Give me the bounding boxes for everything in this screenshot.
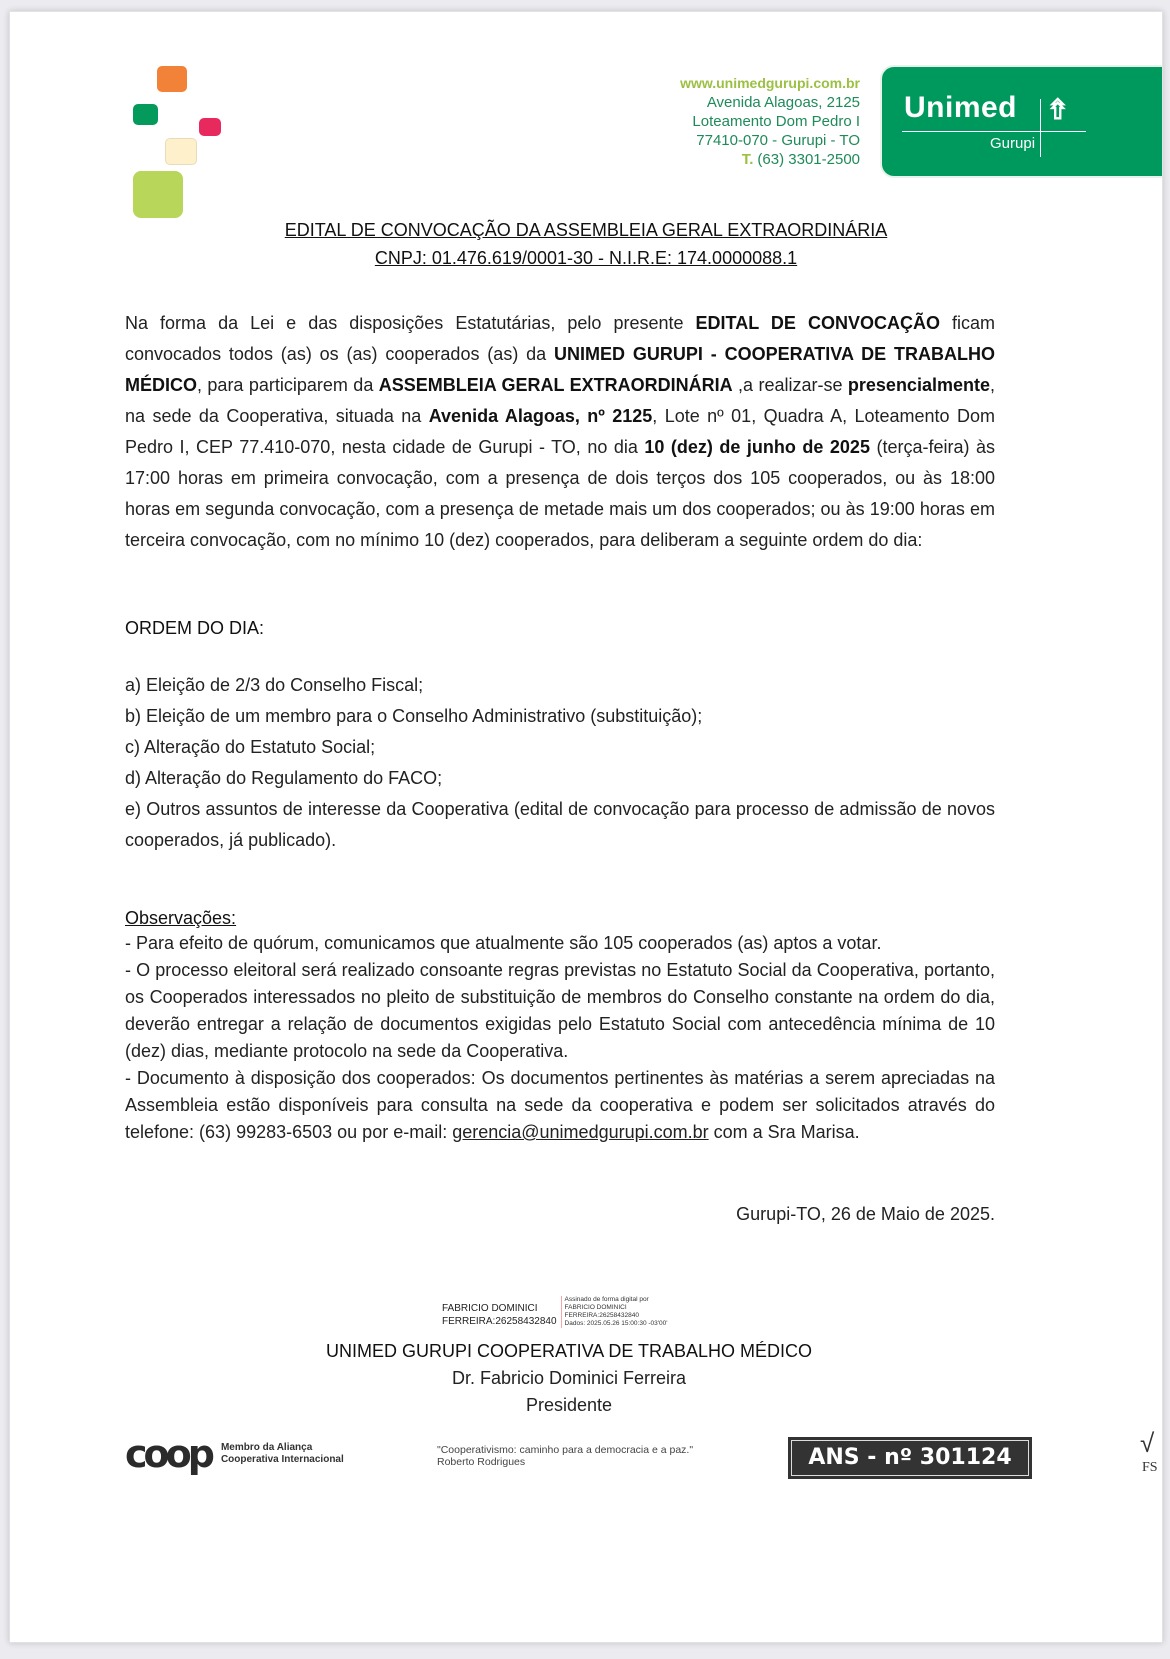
fsc-icon: √	[1140, 1428, 1155, 1458]
date-line: Gurupi-TO, 26 de Maio de 2025.	[736, 1204, 995, 1224]
signature-detail-line: FERREIRA:26258432840	[564, 1312, 639, 1319]
signatory-role: Presidente	[525, 1395, 613, 1415]
signature-name-line: FERREIRA:26258432840	[442, 1316, 557, 1327]
ans-number: ANS - nº 301124	[791, 1440, 1029, 1476]
signature-name	[442, 1296, 557, 1328]
text-run: , na sede da Cooperativa, situada na	[125, 375, 995, 426]
text-run: (terça-feira) às 17:00 horas em primeira convocação, com a presença de dois terços dos 105 cooperados, ou às 18:00 horas em segunda convocação, com a presença de metade mais um dos cooperados; ou às 19:00 horas em terceira convocação, com no mínimo 10 (dez) cooperados, para deliberam a seguinte ordem do dia:	[125, 437, 995, 550]
cnpj-line: CNPJ: 01.476.619/0001-30 - N.I.R.E: 174.0000088.1	[374, 248, 798, 268]
logo-subtitle: Gurupi	[990, 135, 1036, 152]
decorative-square-cream	[165, 138, 197, 165]
text-run: ficam convocados todos (as) os (as) cooperados (as) da	[125, 313, 995, 364]
observations-heading: Observações:	[125, 908, 237, 928]
coop-text-line: Membro da Aliança	[220, 1442, 313, 1453]
decorative-square-green	[133, 104, 158, 125]
phone-icon: T.	[741, 151, 754, 168]
bold-run: Avenida Alagoas, nº 2125	[428, 406, 653, 426]
quote-author: Roberto Rodrigues	[437, 1456, 526, 1468]
text-run: com a Sra Marisa.	[708, 1122, 860, 1142]
signature-detail-line: Dados: 2025.05.26 15:00:30 -03'00'	[564, 1320, 668, 1327]
coop-text-line: Cooperativa Internacional	[220, 1454, 344, 1465]
text-run: , Lote nº 01, Quadra A, Loteamento Dom Pedro I, CEP 77.410-070, nesta cidade de Gurupi - TO, no dia	[125, 406, 995, 457]
decorative-square-orange	[157, 66, 187, 92]
signatory-name: Dr. Fabricio Dominici Ferreira	[451, 1368, 687, 1388]
signatory-block	[10, 1338, 1128, 1419]
text-run: ,a realizar-se	[732, 375, 848, 395]
bold-run: ASSEMBLEIA GERAL EXTRAORDINÁRIA	[378, 375, 733, 395]
logo-rule-horizontal	[902, 131, 1086, 132]
logo-brand: Unimed	[904, 91, 1018, 124]
agenda-heading: ORDEM DO DIA:	[125, 618, 265, 638]
header-contact	[680, 74, 860, 169]
observation-item	[125, 1065, 995, 1146]
coop-logo	[125, 1432, 344, 1476]
agenda-item: a) Eleição de 2/3 do Conselho Fiscal;	[125, 675, 424, 695]
digital-signature	[442, 1296, 667, 1328]
observation-item: - O processo eleitoral será realizado consoante regras previstas no Estatuto Social da Cooperativa, portanto, os Cooperados interessados no pleito de substituição de membros do Conselho constante na ordem do dia, deverão entregar a relação de documentos exigidas pelo Estatuto Social com antecedência mínima de 10 (dez) dias, mediante protocolo na sede da Cooperativa.	[125, 960, 995, 1061]
agenda-list	[125, 670, 995, 856]
text-run: - Documento à disposição dos cooperados: Os documentos pertinentes às matérias a serem apreciadas na Assembleia estão disponíveis para consulta na sede da cooperativa e podem ser solicitados através do telefone: (63) 99283-6503 ou por e-mail:	[125, 1068, 995, 1142]
observation-item: - Para efeito de quórum, comunicamos que atualmente são 105 cooperados (as) aptos a votar.	[125, 933, 882, 953]
agenda-item: b) Eleição de um membro para o Conselho Administrativo (substituição);	[125, 706, 703, 726]
coop-icon: coop	[125, 1432, 211, 1476]
address-line: 77410-070 - Gurupi - TO	[696, 132, 860, 149]
email-link[interactable]: gerencia@unimedgurupi.com.br	[452, 1122, 709, 1142]
phone-number: (63) 3301-2500	[757, 151, 860, 168]
address-line: Loteamento Dom Pedro I	[692, 113, 860, 130]
address-line: Avenida Alagoas, 2125	[706, 94, 860, 111]
text-run: , para participarem da	[197, 375, 379, 395]
observations-list	[125, 930, 995, 1146]
decorative-square-lime	[133, 171, 183, 218]
bold-run: 10 (dez) de junho de 2025	[644, 437, 870, 457]
agenda-item: c) Alteração do Estatuto Social;	[125, 737, 376, 757]
document-page	[9, 11, 1163, 1643]
phone-line	[680, 150, 860, 169]
text-run: Na forma da Lei e das disposições Estatutárias, pelo presente	[125, 313, 696, 333]
intro-paragraph	[125, 308, 995, 556]
bold-run: presencialmente	[847, 375, 990, 395]
coop-text	[221, 1442, 344, 1466]
signature-name-line: FABRICIO DOMINICI	[442, 1303, 538, 1314]
agenda-item: e) Outros assuntos de interesse da Cooperativa (edital de convocação para processo de admissão de novos cooperados, já publicado).	[125, 799, 995, 850]
title-line: EDITAL DE CONVOCAÇÃO DA ASSEMBLEIA GERAL EXTRAORDINÁRIA	[284, 220, 888, 240]
bold-run: EDITAL DE CONVOCAÇÃO	[695, 313, 940, 333]
ans-badge	[788, 1437, 1032, 1479]
agenda-item: d) Alteração do Regulamento do FACO;	[125, 768, 443, 788]
bold-run: UNIMED GURUPI - COOPERATIVA DE TRABALHO MÉDICO	[125, 344, 995, 395]
logo-rule-vertical	[1040, 99, 1041, 157]
website-link[interactable]: www.unimedgurupi.com.br	[680, 75, 860, 91]
signature-detail-line: Assinado de forma digital por	[564, 1296, 649, 1303]
quote-text: "Cooperativismo: caminho para a democracia e a paz."	[437, 1444, 694, 1456]
organization-name: UNIMED GURUPI COOPERATIVA DE TRABALHO MÉDICO	[325, 1341, 813, 1361]
signature-detail-line: FABRICIO DOMINICI	[564, 1304, 627, 1311]
decorative-square-red	[199, 118, 221, 136]
footer-quote	[437, 1444, 693, 1468]
signature-detail	[561, 1296, 668, 1328]
unimed-logo	[880, 65, 1163, 178]
fsc-label: FS	[1142, 1460, 1158, 1475]
tree-icon: ⇮	[1046, 94, 1070, 125]
document-title	[10, 216, 1162, 272]
